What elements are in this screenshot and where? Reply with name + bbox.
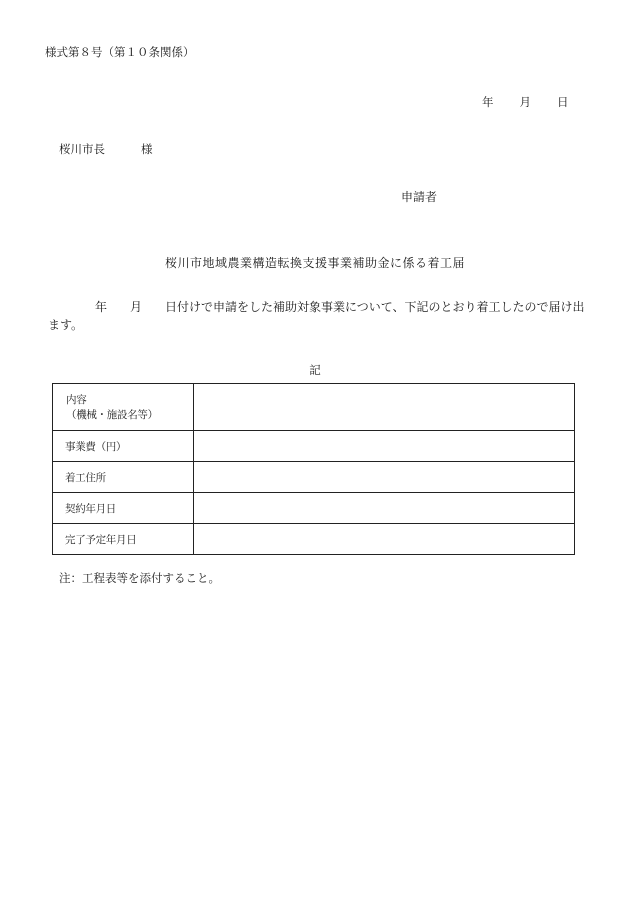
date-line xyxy=(482,94,569,110)
body-text: 日付けで申請をした補助対象事業について、下記のとおり着工したので届け出ます。 xyxy=(48,300,585,332)
row-label-site-address: 着工住所 xyxy=(53,462,194,493)
completion-date-value-field[interactable] xyxy=(194,524,575,555)
body-month-label: 月 xyxy=(130,300,143,314)
date-year-label: 年 xyxy=(482,95,494,109)
content-label: 内容 xyxy=(66,394,87,406)
cost-value-field[interactable] xyxy=(194,431,575,462)
table-row xyxy=(53,493,575,524)
content-sublabel: （機械・施設名等） xyxy=(66,409,158,421)
row-label-content xyxy=(53,384,194,431)
row-label-cost: 事業費（円） xyxy=(53,431,194,462)
attachment-note: 注：工程表等を添付すること。 xyxy=(59,571,220,585)
addressee-name: 桜川市長 xyxy=(59,142,105,156)
table-row xyxy=(53,431,575,462)
details-table xyxy=(52,383,575,555)
site-address-value-field[interactable] xyxy=(194,462,575,493)
addressee xyxy=(59,141,153,157)
date-day-label: 日 xyxy=(557,95,569,109)
content-value-field[interactable] xyxy=(194,384,575,431)
body-paragraph xyxy=(48,298,586,334)
contract-date-value-field[interactable] xyxy=(194,493,575,524)
row-label-completion-date: 完了予定年月日 xyxy=(53,524,194,555)
addressee-honorific: 様 xyxy=(141,142,153,156)
body-year-label: 年 xyxy=(95,300,108,314)
record-mark: 記 xyxy=(309,363,321,377)
date-month-label: 月 xyxy=(519,95,531,109)
form-number: 様式第８号（第１０条関係） xyxy=(45,45,195,59)
table-row xyxy=(53,462,575,493)
applicant-label: 申請者 xyxy=(401,190,438,204)
document-title: 桜川市地域農業構造転換支援事業補助金に係る着工届 xyxy=(164,256,465,270)
table-row xyxy=(53,384,575,431)
table-row xyxy=(53,524,575,555)
row-label-contract-date: 契約年月日 xyxy=(53,493,194,524)
